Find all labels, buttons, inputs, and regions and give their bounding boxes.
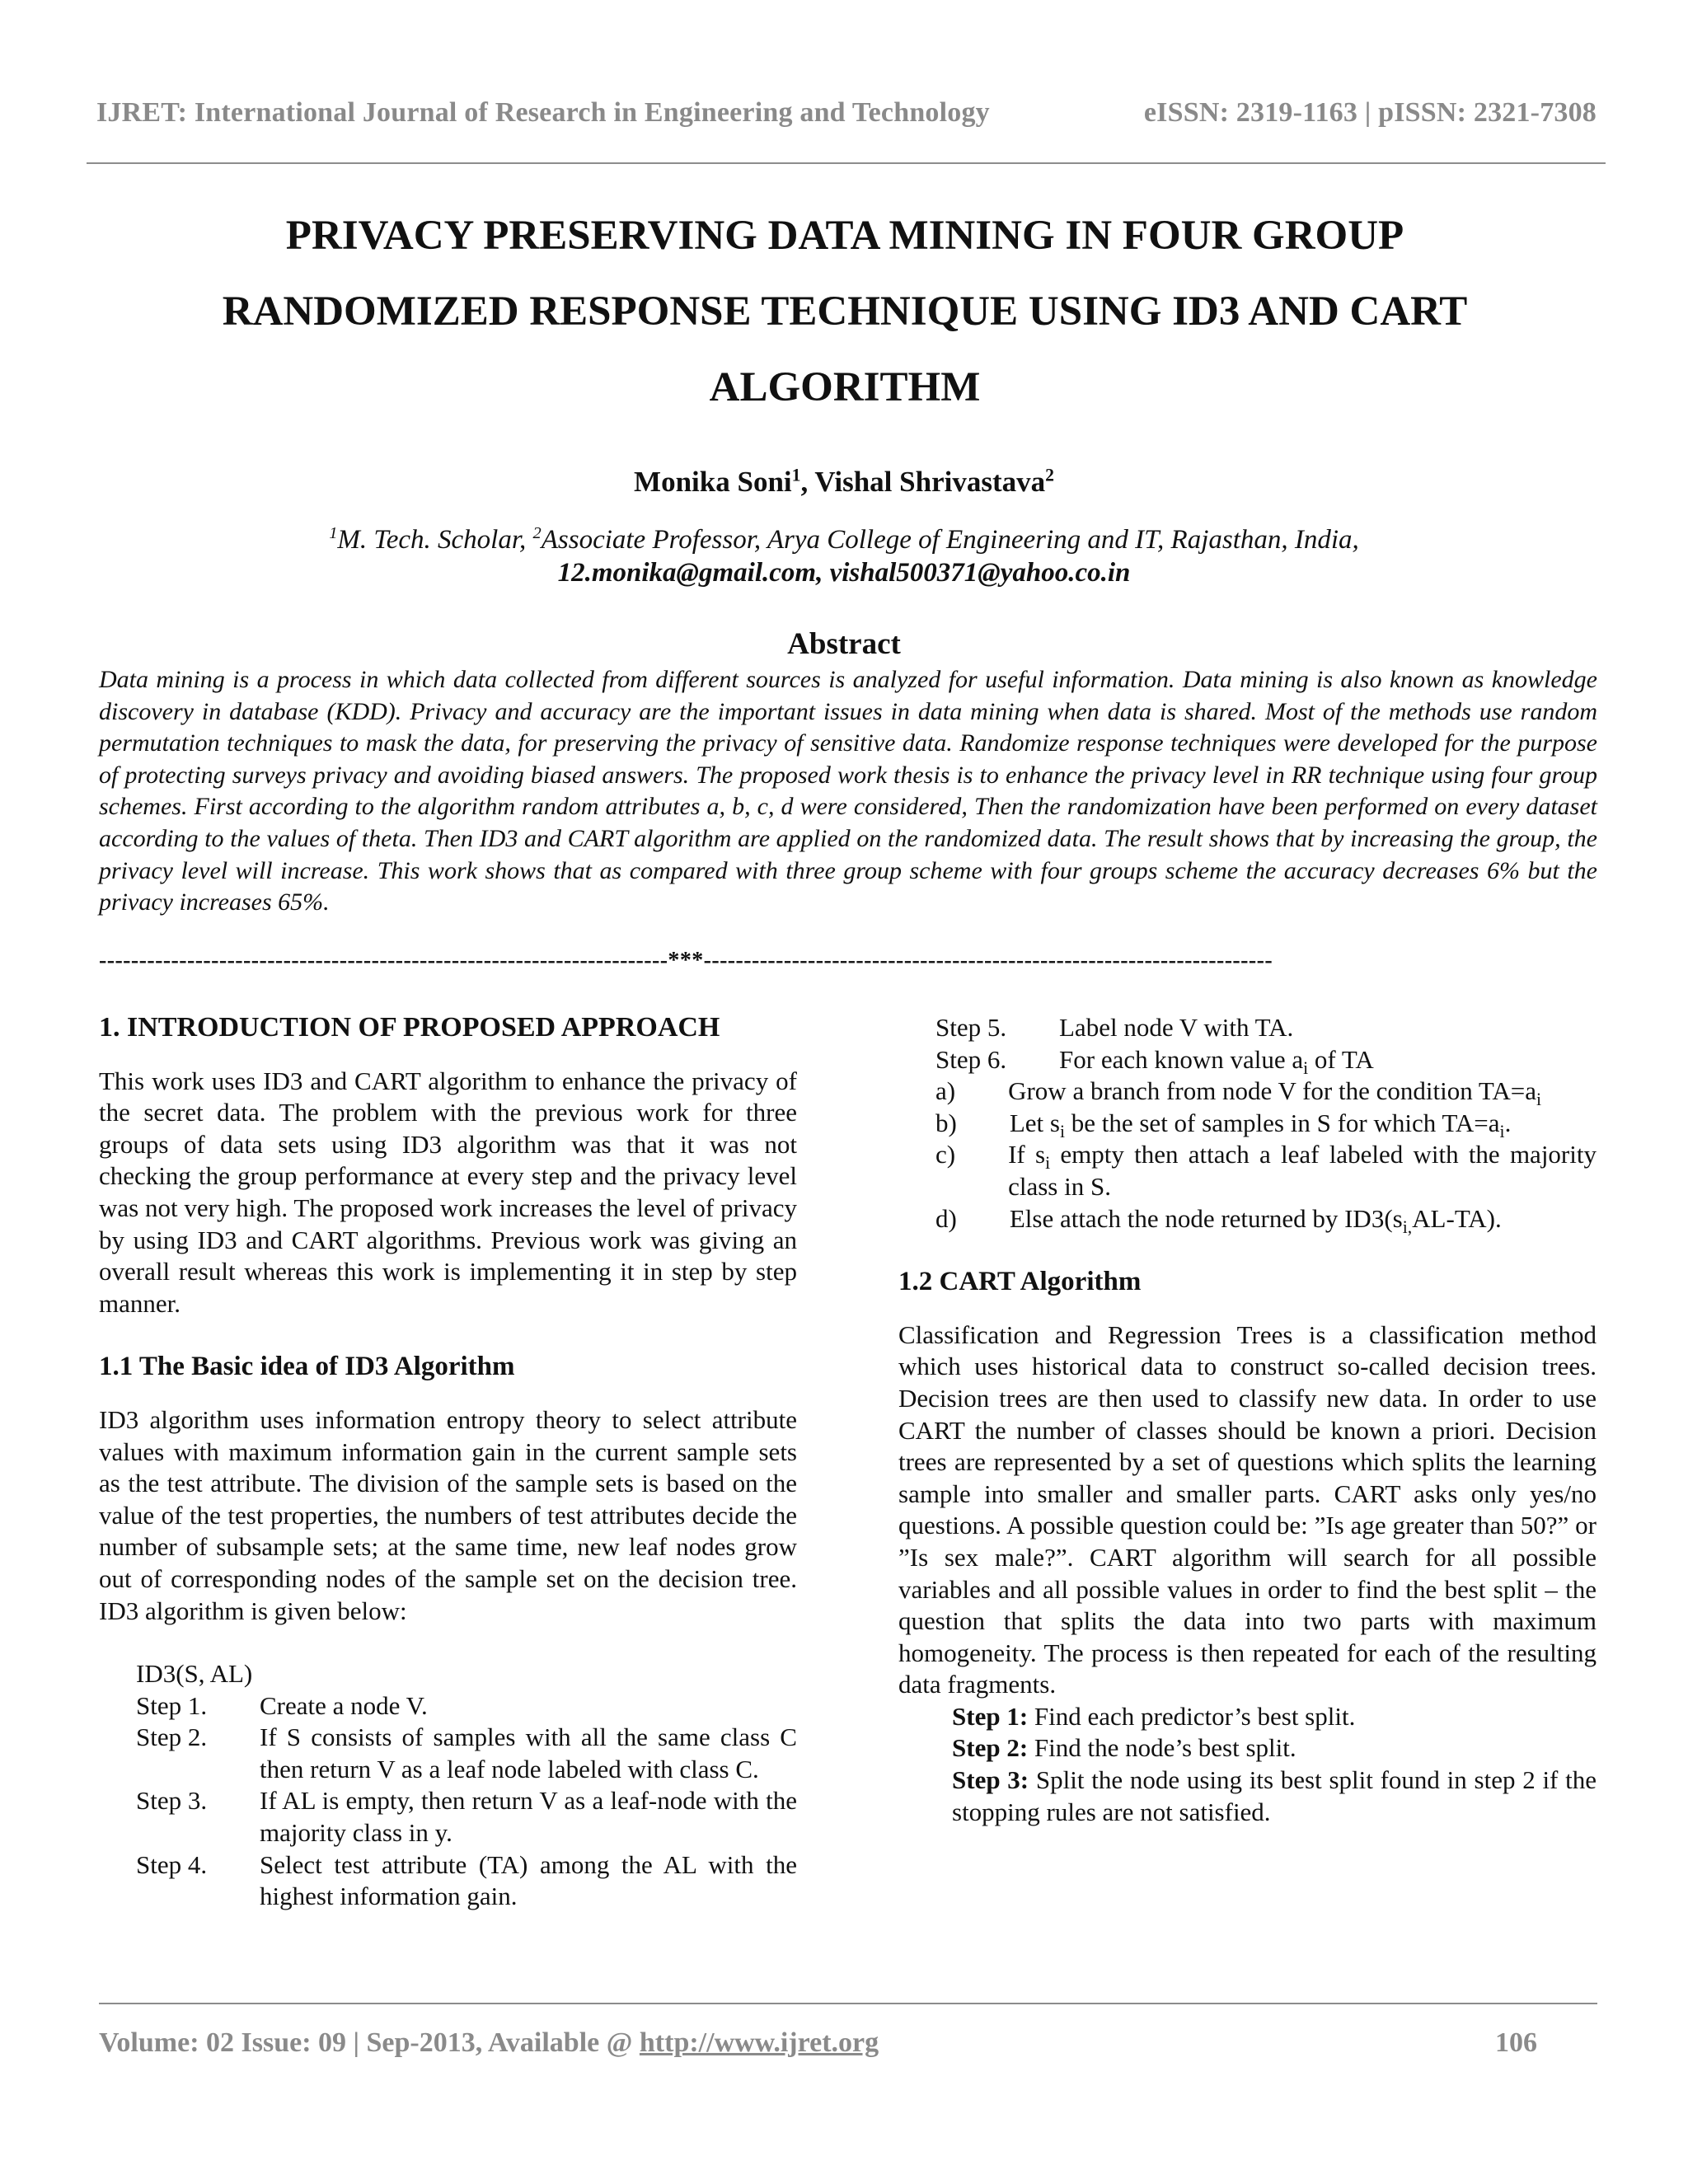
affil-role-1: M. Tech. Scholar, xyxy=(337,525,533,555)
substep-text xyxy=(1010,1203,1597,1235)
step-text: Select test attribute (TA) among the AL with the highest information gain. xyxy=(260,1849,797,1911)
step-text: If S consists of samples with all the same class C then return V as a leaf node labeled with class C. xyxy=(260,1722,797,1783)
step-text: Create a node V. xyxy=(260,1690,428,1720)
section-1-heading: 1. INTRODUCTION OF PROPOSED APPROACH xyxy=(99,1012,720,1043)
page-number: 106 xyxy=(1495,2027,1537,2058)
subscript-i: i xyxy=(1303,1057,1309,1078)
id3-substep-d xyxy=(935,1203,1597,1235)
substep-c-text-1: If s xyxy=(1008,1140,1046,1169)
footer-volume-text: Volume: 02 Issue: 09 | Sep-2013, Available @ xyxy=(99,2027,640,2058)
author-emails: 12.monika@gmail.com, vishal500371@yahoo.co.in xyxy=(557,558,1131,588)
author-1: Monika Soni xyxy=(634,466,792,498)
substep-text xyxy=(1008,1139,1597,1202)
abstract-heading: Abstract xyxy=(787,627,901,661)
footer-rule xyxy=(99,2003,1597,2004)
step-text: Find the node’s best split. xyxy=(1028,1733,1296,1763)
step-label: Step 3: xyxy=(952,1765,1029,1795)
cart-step-3 xyxy=(952,1765,1597,1828)
step-text: Split the node using its best split found in step 2 if the stopping rules are not satisfied. xyxy=(952,1765,1597,1826)
step-label: Step 5. xyxy=(935,1013,1007,1042)
id3-steps-continued xyxy=(935,1012,1597,1235)
step-label: Step 1. xyxy=(136,1690,208,1720)
step-label: Step 2: xyxy=(952,1733,1029,1763)
abstract-separator: -----------------------------------------------------------------------***----------------------------------------------------------------------- xyxy=(99,948,1273,973)
section-1-2-text: Classification and Regression Trees is a classification method which uses historical data to construct so-called decision trees. Decision trees are then used to classify new data. In order to use CART the number of classes should be known a priori. Decision trees are represented by a set of questions which splits the learning sample into smaller and smaller parts. CART asks only yes/no questions. A possible question could be: ”Is age greater than 50?” or ”Is sex male?”. CART algorithm will search for all possible variables and all possible values in order to find the best split – the question that splits the data into two parts with maximum homogeneity. The process is then repeated for each of the resulting data fragments. xyxy=(898,1319,1597,1699)
step-6-text-a: For each known value a xyxy=(1059,1044,1304,1074)
step-label: Step 2. xyxy=(136,1722,208,1752)
substep-label: b) xyxy=(935,1108,957,1137)
id3-step-5 xyxy=(935,1012,1597,1044)
author-2-sup: 2 xyxy=(1045,465,1054,485)
subscript-i: i xyxy=(1045,1153,1051,1174)
subscript-i-comma: i, xyxy=(1402,1216,1413,1237)
running-footer xyxy=(99,2027,1537,2059)
subscript-i: i xyxy=(1059,1121,1065,1141)
affil-sup-1: 1 xyxy=(329,524,338,542)
step-text: Find each predictor’s best split. xyxy=(1028,1701,1356,1731)
id3-substep-b xyxy=(935,1108,1597,1140)
step-text xyxy=(1059,1044,1597,1076)
id3-step-6 xyxy=(935,1044,1597,1076)
running-header xyxy=(96,97,1597,129)
authors xyxy=(0,466,1688,499)
id3-substep-a xyxy=(935,1076,1597,1108)
substep-b-text-3: . xyxy=(1504,1108,1512,1137)
right-column xyxy=(898,1012,1597,1828)
substep-text xyxy=(1008,1076,1597,1108)
step-label: Step 3. xyxy=(136,1786,208,1816)
id3-steps xyxy=(136,1690,797,1913)
substep-label: c) xyxy=(935,1140,956,1169)
subscript-i: i xyxy=(1499,1121,1505,1141)
id3-step-4 xyxy=(136,1849,797,1913)
step-6-text-b: of TA xyxy=(1308,1044,1374,1074)
substep-b-text-2: be the set of samples in S for which TA=a xyxy=(1064,1108,1500,1137)
title-line-1: PRIVACY PRESERVING DATA MINING IN FOUR GROUP xyxy=(285,213,1404,259)
section-1-2-heading: 1.2 CART Algorithm xyxy=(898,1267,1142,1297)
id3-signature: ID3(S, AL) xyxy=(136,1659,253,1689)
cart-step-1 xyxy=(952,1701,1597,1733)
step-label: Step 6. xyxy=(935,1044,1007,1074)
id3-step-3 xyxy=(136,1785,797,1849)
section-1-1-heading: 1.1 The Basic idea of ID3 Algorithm xyxy=(99,1352,515,1382)
step-text: If AL is empty, then return V as a leaf-node with the majority class in y. xyxy=(260,1786,797,1848)
issn: eISSN: 2319-1163 | pISSN: 2321-7308 xyxy=(1143,97,1597,128)
substep-d-text-2: AL-TA). xyxy=(1412,1203,1502,1233)
author-sep: , xyxy=(800,466,815,498)
affiliation xyxy=(0,523,1688,589)
id3-step-1 xyxy=(136,1690,797,1722)
substep-b-text-1: Let s xyxy=(1009,1108,1060,1137)
section-1-1-text: ID3 algorithm uses information entropy theory to select attribute values with maximum information gain in the current sample sets as the test attribute. The division of the sample sets is based on the value of the test properties, the numbers of test attributes decide the number of subsample sets; at the same time, new leaf nodes grow out of corresponding nodes of the sample set on the decision tree. ID3 algorithm is given below: xyxy=(99,1404,797,1625)
header-rule xyxy=(87,162,1606,164)
substep-c-text-2: empty then attach a leaf labeled with the majority class in S. xyxy=(1008,1140,1597,1201)
step-text: Label node V with TA. xyxy=(1059,1013,1294,1042)
paper-title xyxy=(115,198,1574,425)
affil-rest: Associate Professor, Arya College of Engineering and IT, Rajasthan, India, xyxy=(541,525,1359,555)
journal-url-link[interactable]: http://www.ijret.org xyxy=(639,2027,879,2058)
journal-name: IJRET: International Journal of Research in Engineering and Technology xyxy=(96,97,990,128)
title-line-3: ALGORITHM xyxy=(709,364,981,410)
footer-volume xyxy=(99,2027,879,2059)
affil-sup-2: 2 xyxy=(532,524,542,542)
cart-step-2 xyxy=(952,1732,1597,1765)
section-1-text: This work uses ID3 and CART algorithm to enhance the privacy of the secret data. The problem with the previous work for three groups of data sets using ID3 algorithm was that it was not checking the group performance at every step and the privacy level was not very high. The proposed work increases the level of privacy by using ID3 and CART algorithms. Previous work was giving an overall result whereas this work is implementing it in step by step manner. xyxy=(99,1066,797,1318)
substep-label: a) xyxy=(935,1076,956,1106)
substep-text xyxy=(1010,1108,1597,1140)
title-line-2: RANDOMIZED RESPONSE TECHNIQUE USING ID3 AND CART xyxy=(222,288,1468,335)
left-column xyxy=(99,1012,797,1913)
substep-d-text-1: Else attach the node returned by ID3(s xyxy=(1009,1203,1403,1233)
id3-step-2 xyxy=(136,1722,797,1785)
abstract-text: Data mining is a process in which data collected from different sources is analyzed for useful information. Data mining is also known as knowledge discovery in database (KDD). Privacy and accuracy are the important issues in data mining when data is shared. Most of the methods use random permutation techniques to mask the data, for preserving the privacy of sensitive data. Randomize response techniques were developed for the purpose of protecting surveys privacy and avoiding biased answers. The proposed work thesis is to enhance the privacy level in RR technique using four group schemes. First according to the algorithm random attributes a, b, c, d were considered, Then the randomization have been performed on every dataset according to the values of theta. Then ID3 and CART algorithm are applied on the randomized data. The result shows that by increasing the group, the privacy level will increase. This work shows that as compared with three group scheme with four groups scheme the accuracy decreases 6% but the privacy increases 65%. xyxy=(99,666,1597,916)
subscript-i: i xyxy=(1536,1090,1541,1110)
substep-a-text: Grow a branch from node V for the condition TA=a xyxy=(1008,1076,1536,1106)
step-label: Step 1: xyxy=(952,1701,1029,1731)
author-1-sup: 1 xyxy=(791,465,801,485)
substep-label: d) xyxy=(935,1203,957,1233)
id3-substep-c xyxy=(935,1139,1597,1202)
author-2: Vishal Shrivastava xyxy=(814,466,1046,498)
step-label: Step 4. xyxy=(136,1849,208,1879)
